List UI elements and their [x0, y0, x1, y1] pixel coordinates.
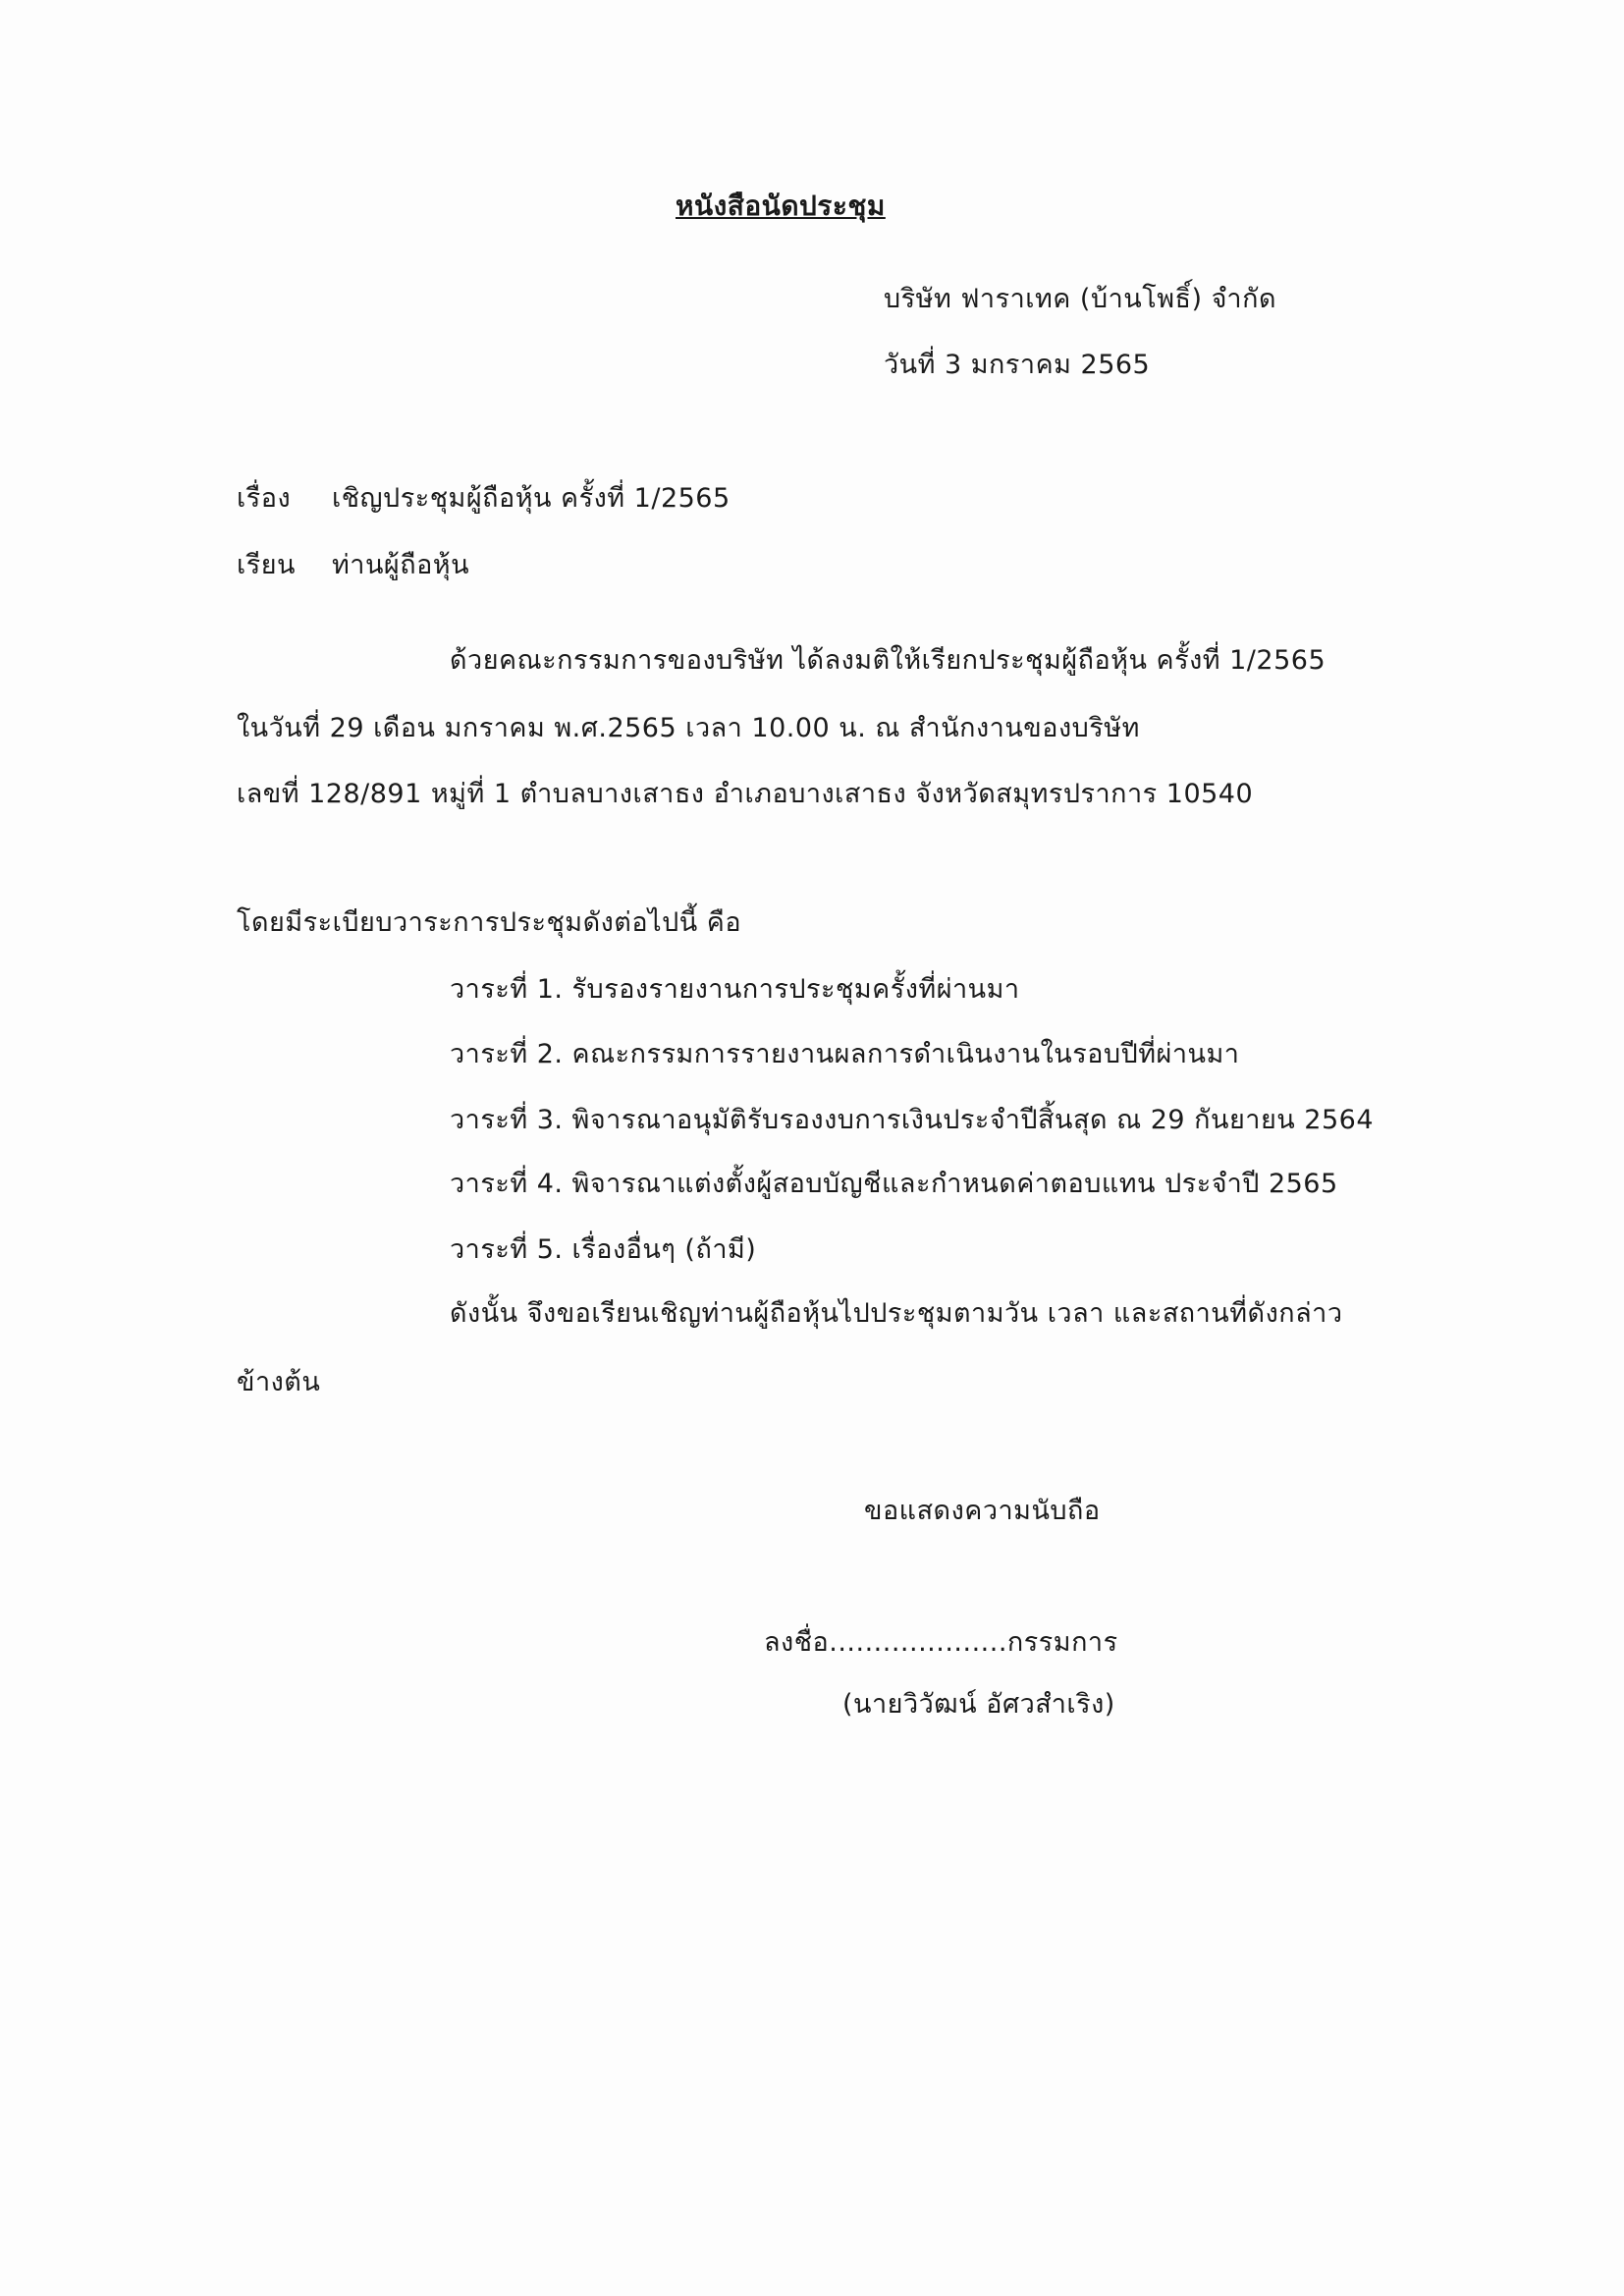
regards: ขอแสดงความนับถือ [864, 1496, 1101, 1526]
agenda-item-5: วาระที่ 5. เรื่องอื่นๆ (ถ้ามี) [450, 1234, 757, 1265]
body-line-3: เลขที่ 128/891 หมู่ที่ 1 ตำบลบางเสาธง อำเภอบางเสาธง จังหวัดสมุทรปราการ 10540 [237, 779, 1254, 809]
letter-title: หนังสือนัดประชุม [676, 190, 886, 222]
agenda-intro: โดยมีระเบียบวาระการประชุมดังต่อไปนี้ คือ [237, 907, 742, 938]
subject-label: เรื่อง [237, 483, 292, 514]
to-label: เรียน [237, 550, 297, 580]
agenda-item-2: วาระที่ 2. คณะกรรมการรายงานผลการดำเนินงานในรอบปีที่ผ่านมา [450, 1039, 1240, 1069]
signer-name: (นายวิวัฒน์ อัศวสำเริง) [842, 1689, 1115, 1720]
signature-line: ลงชื่อ....................กรรมการ [764, 1627, 1118, 1658]
agenda-item-3: วาระที่ 3. พิจารณาอนุมัติรับรองงบการเงินประจำปีสิ้นสุด ณ 29 กันยายน 2564 [450, 1105, 1375, 1135]
company-name: บริษัท ฟาราเทค (บ้านโพธิ์) จำกัด [884, 284, 1276, 314]
letter-date: วันที่ 3 มกราคม 2565 [884, 350, 1151, 380]
body-line-2: ในวันที่ 29 เดือน มกราคม พ.ศ.2565 เวลา 10.00 น. ณ สำนักงานของบริษัท [237, 713, 1140, 743]
closing-line-1: ดังนั้น จึงขอเรียนเชิญท่านผู้ถือหุ้นไปประชุมตามวัน เวลา และสถานที่ดังกล่าว [450, 1298, 1343, 1329]
agenda-item-4: วาระที่ 4. พิจารณาแต่งตั้งผู้สอบบัญชีและกำหนดค่าตอบแทน ประจำปี 2565 [450, 1169, 1338, 1199]
agenda-item-1: วาระที่ 1. รับรองรายงานการประชุมครั้งที่ผ่านมา [450, 974, 1020, 1005]
subject-text: เชิญประชุมผู้ถือหุ้น ครั้งที่ 1/2565 [332, 483, 731, 514]
to-text: ท่านผู้ถือหุ้น [332, 550, 470, 580]
body-line-1: ด้วยคณะกรรมการของบริษัท ได้ลงมติให้เรียกประชุมผู้ถือหุ้น ครั้งที่ 1/2565 [450, 645, 1326, 676]
closing-line-2: ข้างต้น [237, 1367, 321, 1397]
